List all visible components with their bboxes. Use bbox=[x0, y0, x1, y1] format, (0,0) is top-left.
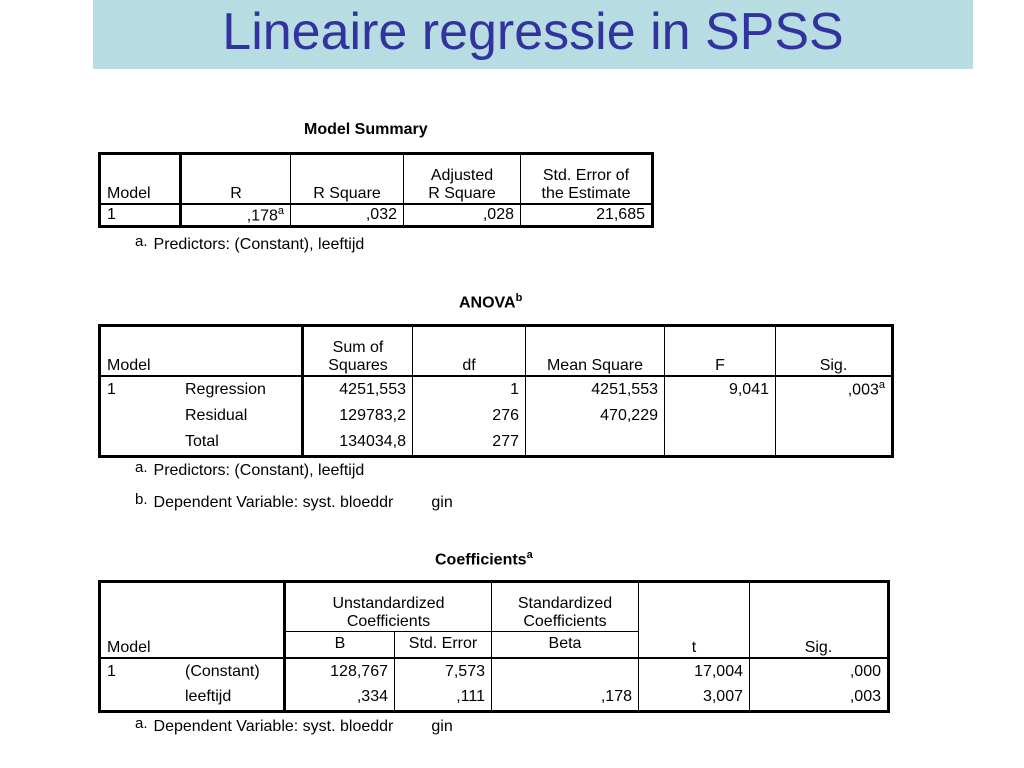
header-f: F bbox=[665, 326, 776, 376]
table-row bbox=[100, 430, 893, 457]
header-model: Model bbox=[100, 326, 180, 376]
header-sig: Sig. bbox=[776, 326, 893, 376]
cell-r: ,178$^a$ bbox=[181, 204, 291, 227]
cell-df: 276 bbox=[413, 403, 526, 430]
header-unstandardized bbox=[285, 582, 492, 632]
coefficients-table bbox=[98, 580, 890, 713]
footnote-marker: a. bbox=[135, 715, 148, 732]
anova-table bbox=[98, 324, 894, 458]
table-row bbox=[100, 204, 653, 227]
footnote-marker: a. bbox=[135, 459, 148, 476]
cell-sig: ,003 bbox=[849, 688, 881, 706]
header-adj-line2: R Square bbox=[428, 184, 496, 202]
header-sig: Sig. bbox=[750, 582, 889, 658]
header-ss-line1: Sum of bbox=[332, 338, 384, 356]
header-ss-line2: Squares bbox=[328, 356, 388, 374]
cell-ms bbox=[526, 430, 665, 457]
cell-sig bbox=[776, 430, 893, 457]
footnote-text: Predictors: (Constant), leeftijd bbox=[153, 462, 365, 479]
cell-term: Regression bbox=[179, 376, 303, 403]
header-model: Model bbox=[100, 582, 180, 658]
header-std-line2: Coefficients bbox=[523, 613, 607, 630]
header-unstd-line1: Unstandardized bbox=[332, 595, 445, 612]
table-header-row bbox=[100, 582, 889, 632]
cell-term: Total bbox=[179, 430, 303, 457]
table-row bbox=[100, 685, 889, 712]
cell-sig bbox=[776, 403, 893, 430]
header-df: df bbox=[413, 326, 526, 376]
cell-ms: 4251,553 bbox=[526, 376, 665, 403]
header-beta: Beta bbox=[492, 632, 639, 658]
header-std-error bbox=[521, 154, 653, 204]
cell-model: 1 bbox=[107, 662, 116, 680]
footnote-tail: gin bbox=[431, 494, 453, 511]
header-sum-of-squares bbox=[303, 326, 413, 376]
header-std-line1: Standardized bbox=[517, 595, 613, 612]
header-mean-square: Mean Square bbox=[526, 326, 665, 376]
anova-footnote-b bbox=[135, 491, 453, 512]
cell-df: 1 bbox=[413, 376, 526, 403]
cell-f bbox=[665, 430, 776, 457]
cell-adj-r-square: ,028 bbox=[404, 204, 521, 227]
footnote-text: Predictors: (Constant), leeftijd bbox=[153, 236, 365, 253]
slide-title: Lineaire regressie in SPSS bbox=[222, 3, 844, 61]
header-standardized bbox=[492, 582, 639, 632]
header-se-line1: Std. Error of bbox=[542, 166, 630, 184]
header-b: B bbox=[285, 632, 395, 658]
cell-std-error: 21,685 bbox=[596, 205, 645, 223]
header-unstd-line2: Coefficients bbox=[346, 613, 431, 630]
cell-sig: ,000 bbox=[849, 662, 881, 680]
cell-term: leeftijd bbox=[179, 685, 285, 712]
cell-b: 128,767 bbox=[285, 658, 395, 685]
cell-f bbox=[665, 403, 776, 430]
cell-model bbox=[100, 430, 180, 457]
anova-footnote-a bbox=[135, 459, 365, 480]
model-summary-footnote bbox=[135, 233, 365, 254]
table-row bbox=[100, 403, 893, 430]
cell-std-error: 7,573 bbox=[395, 658, 492, 685]
table-row bbox=[100, 658, 889, 685]
cell-beta: ,178 bbox=[492, 685, 639, 712]
cell-term: Residual bbox=[179, 403, 303, 430]
header-adj-line1: Adjusted bbox=[430, 166, 494, 184]
cell-f: 9,041 bbox=[665, 376, 776, 403]
header-term bbox=[179, 326, 303, 376]
footnote-text: Dependent Variable: syst. bloeddr bbox=[153, 718, 394, 735]
cell-model bbox=[100, 403, 180, 430]
header-r-square: R Square bbox=[291, 154, 404, 204]
cell-b: ,334 bbox=[285, 685, 395, 712]
footnote-text: Dependent Variable: syst. bloeddr bbox=[153, 494, 394, 511]
table-header-row bbox=[100, 154, 653, 204]
anova-caption: ANOVA$^b$ bbox=[459, 292, 523, 312]
cell-ms: 470,229 bbox=[526, 403, 665, 430]
header-model: Model bbox=[100, 154, 181, 204]
cell-model bbox=[100, 685, 180, 712]
cell-ss: 129783,2 bbox=[303, 403, 413, 430]
cell-ss: 134034,8 bbox=[303, 430, 413, 457]
header-std-error: Std. Error bbox=[395, 632, 492, 658]
model-summary-table bbox=[98, 152, 654, 228]
cell-t: 17,004 bbox=[639, 658, 750, 685]
header-t: t bbox=[639, 582, 750, 658]
table-row bbox=[100, 376, 893, 403]
table-header-row bbox=[100, 326, 893, 376]
coefficients-caption: Coefficients$^a$ bbox=[435, 549, 533, 569]
coefficients-footnote bbox=[135, 715, 453, 736]
footnote-marker: b. bbox=[135, 491, 148, 508]
header-term bbox=[179, 582, 285, 658]
cell-model: 1 bbox=[100, 204, 181, 227]
cell-r-square: ,032 bbox=[291, 204, 404, 227]
cell-df: 277 bbox=[413, 430, 526, 457]
model-summary-caption: Model Summary bbox=[304, 121, 428, 138]
footnote-marker: a. bbox=[135, 233, 148, 250]
cell-sig: ,003$^a$ bbox=[847, 379, 885, 399]
header-adjusted-r-square bbox=[404, 154, 521, 204]
header-r: R bbox=[181, 154, 291, 204]
cell-t: 3,007 bbox=[639, 685, 750, 712]
cell-beta bbox=[492, 658, 639, 685]
cell-term: (Constant) bbox=[179, 658, 285, 685]
header-se-line2: the Estimate bbox=[541, 184, 631, 202]
title-band bbox=[93, 0, 973, 69]
cell-std-error: ,111 bbox=[395, 685, 492, 712]
cell-model: 1 bbox=[107, 380, 116, 398]
cell-ss: 4251,553 bbox=[303, 376, 413, 403]
footnote-tail: gin bbox=[431, 718, 453, 735]
